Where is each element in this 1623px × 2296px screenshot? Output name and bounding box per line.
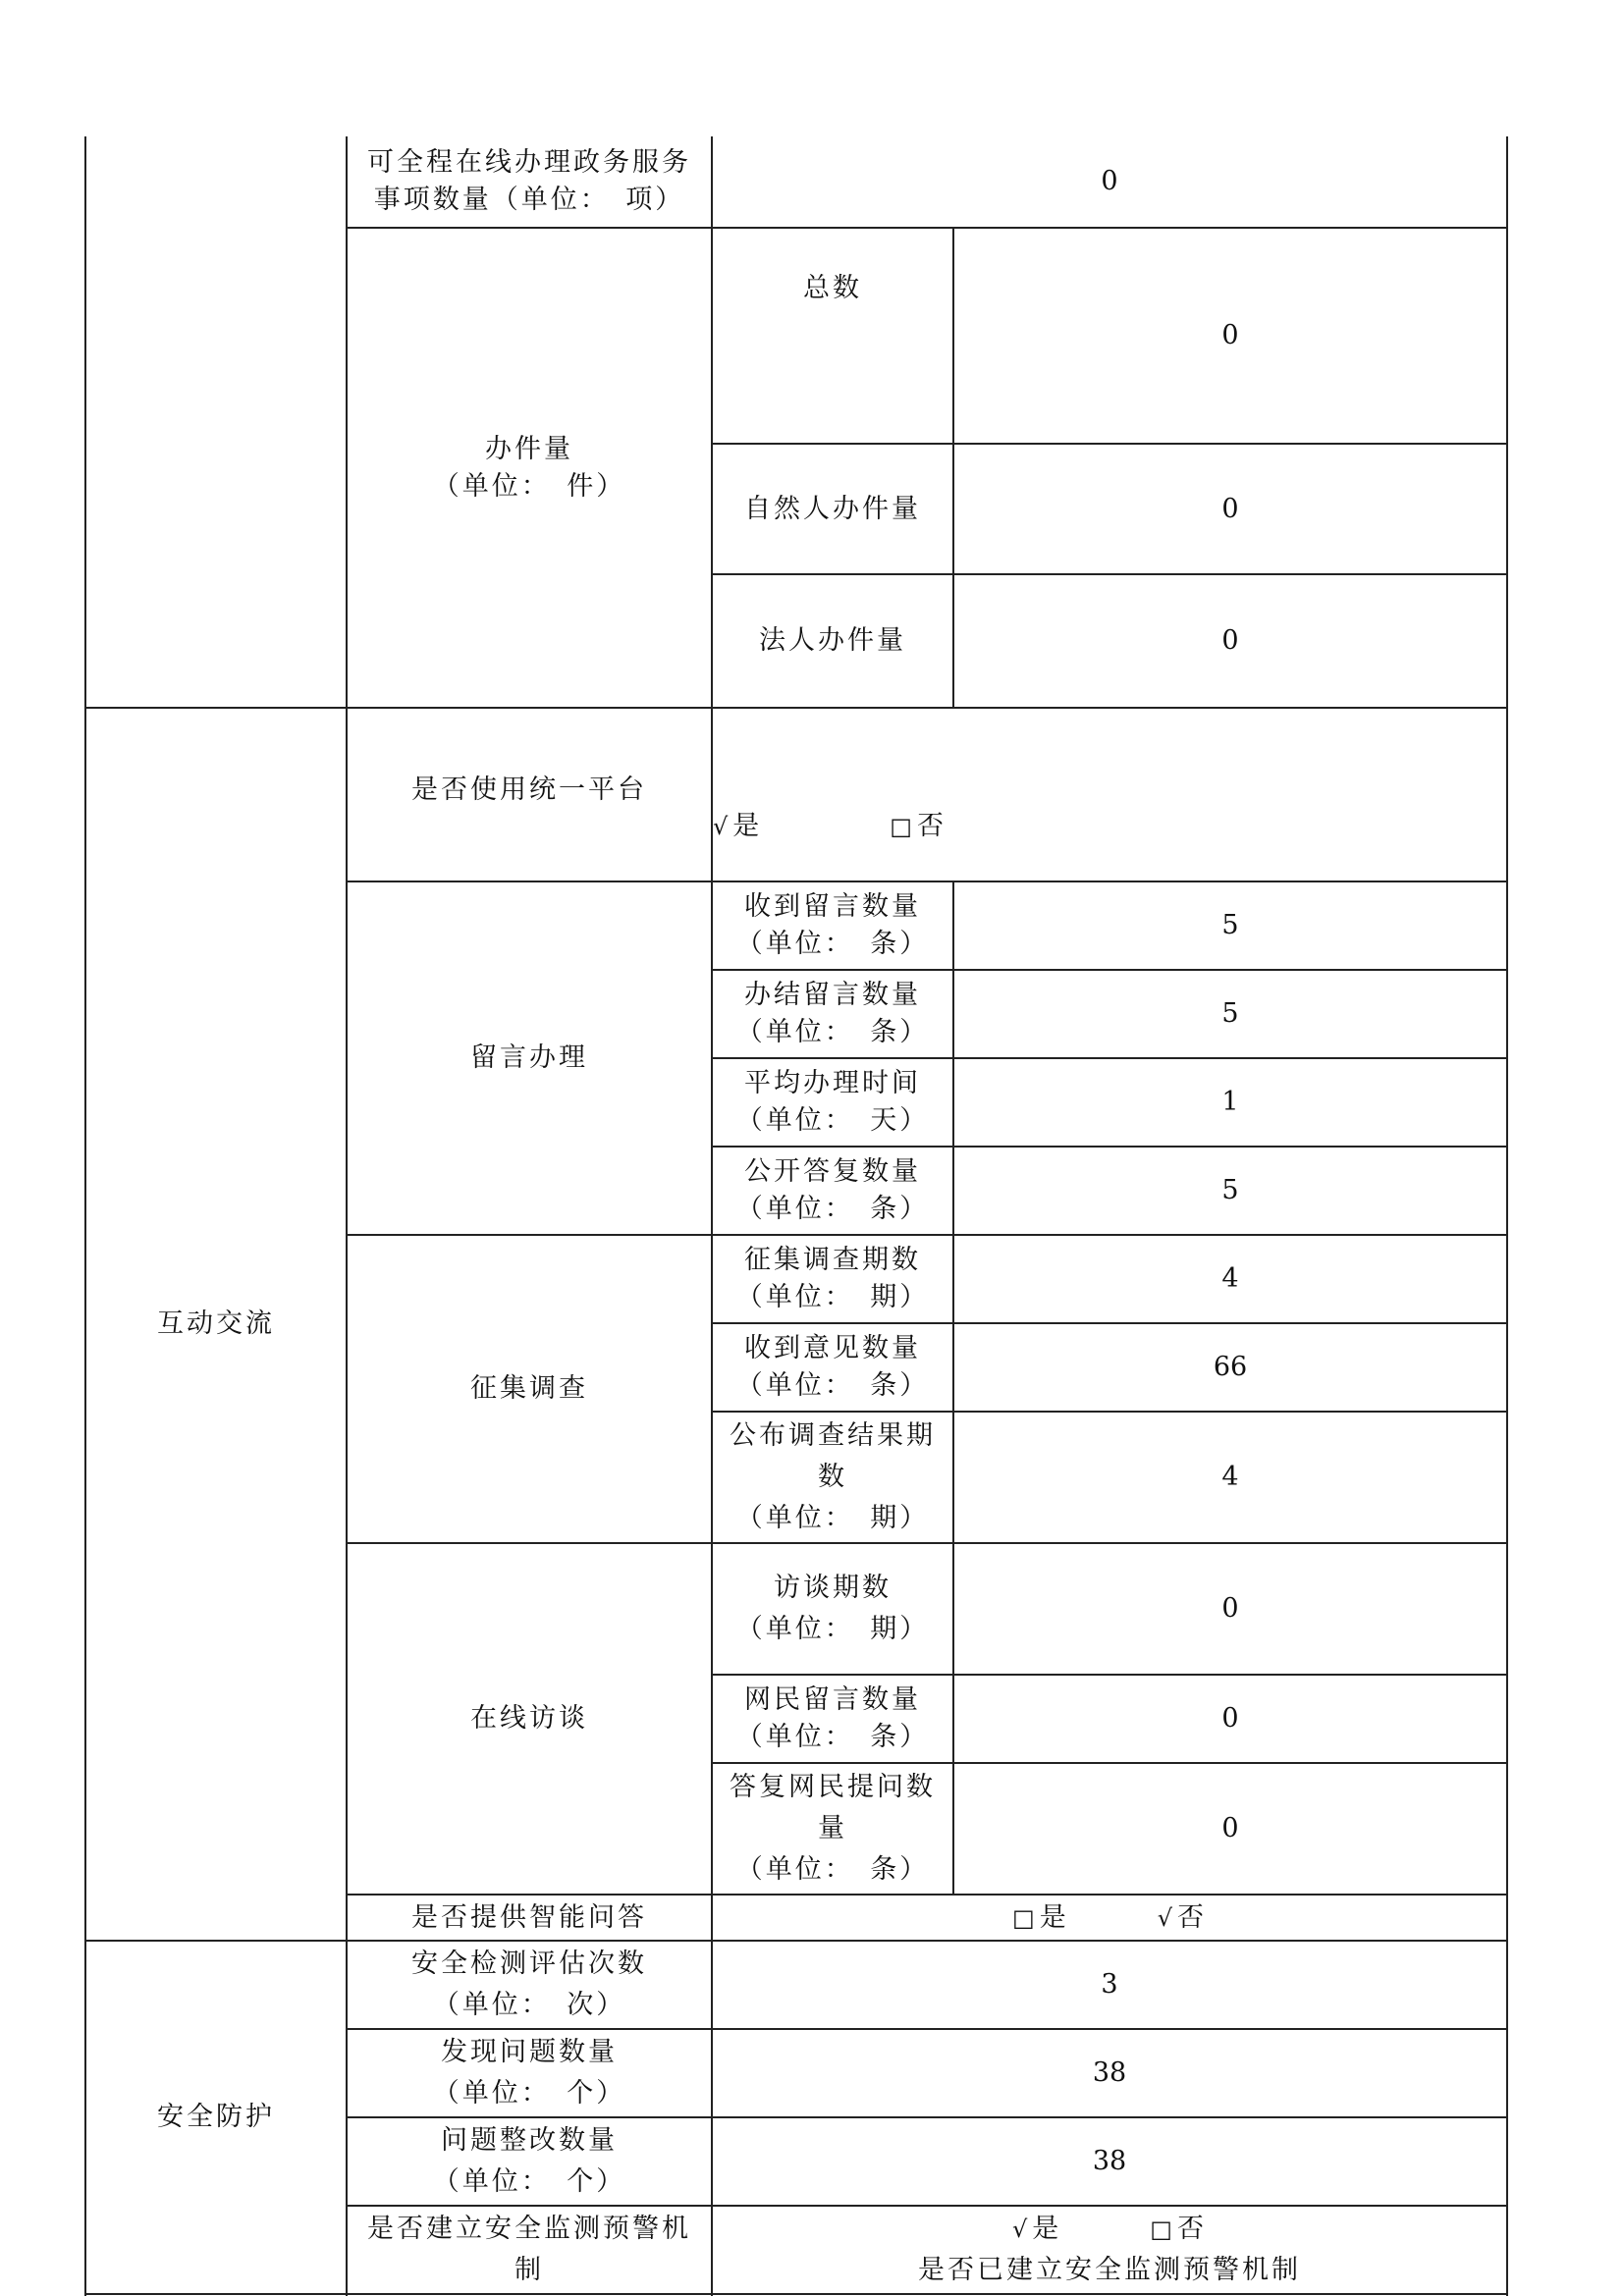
empty-checkbox-icon: □ bbox=[1150, 2216, 1175, 2243]
monitoring-label: 是否建立安全监测预警机 制 bbox=[367, 2214, 691, 2285]
empty-checkbox-icon: □ bbox=[1012, 1903, 1038, 1932]
metric-label: 收到留言数量 （单位： 条） bbox=[735, 891, 930, 959]
checkmark-icon: √ bbox=[1157, 1903, 1175, 1932]
natural-person-label: 自然人办件量 bbox=[744, 493, 921, 524]
security-metric-label: 安全检测评估次数 （单位： 次） bbox=[411, 1949, 647, 2020]
metric-label: 办结留言数量 （单位： 条） bbox=[735, 980, 930, 1047]
volume-total-value: 0 bbox=[1221, 320, 1239, 350]
security-section-label: 安全防护 bbox=[157, 2102, 275, 2132]
metric-label: 平均办理时间 （单位： 天） bbox=[735, 1068, 930, 1136]
unified-platform-no: □ 否 bbox=[890, 808, 947, 845]
interview-label: 在线访谈 bbox=[470, 1703, 588, 1734]
metric-label: 公布调查结果期 数 （单位： 期） bbox=[730, 1420, 936, 1533]
volume-total-label: 总数 bbox=[803, 273, 862, 303]
security-metric-label: 发现问题数量 （单位： 个） bbox=[432, 2037, 626, 2109]
messages-label: 留言办理 bbox=[470, 1042, 588, 1073]
metric-label: 征集调查期数 （单位： 期） bbox=[735, 1245, 930, 1312]
legal-person-value: 0 bbox=[1221, 625, 1239, 656]
metric-value: 4 bbox=[1221, 1462, 1239, 1492]
legal-person-label: 法人办件量 bbox=[759, 625, 906, 656]
smart-qa-label: 是否提供智能问答 bbox=[411, 1901, 647, 1933]
unified-platform-yes: √ 是 bbox=[713, 808, 762, 845]
online-items-label: 可全程在线办理政务服务 事项数量（单位： 项） bbox=[367, 147, 691, 215]
metric-value: 1 bbox=[1221, 1087, 1239, 1117]
unified-platform-choice bbox=[713, 709, 1506, 881]
empty-checkbox-icon: □ bbox=[890, 812, 915, 840]
security-metric-value: 3 bbox=[1101, 1969, 1118, 2000]
metric-value: 5 bbox=[1221, 1175, 1239, 1205]
survey-label: 征集调查 bbox=[470, 1373, 588, 1404]
smart-qa-choice bbox=[713, 1896, 1506, 1940]
metric-label: 收到意见数量 （单位： 条） bbox=[735, 1333, 930, 1401]
table-border-right bbox=[1506, 136, 1508, 2296]
security-metric-value: 38 bbox=[1092, 2146, 1127, 2176]
unified-platform-label: 是否使用统一平台 bbox=[411, 774, 647, 805]
metric-label: 答复网民提问数 量 （单位： 条） bbox=[730, 1772, 936, 1885]
metric-label: 公开答复数量 （单位： 条） bbox=[735, 1156, 930, 1224]
metric-label: 访谈期数 （单位： 期） bbox=[735, 1573, 930, 1644]
natural-person-value: 0 bbox=[1221, 493, 1239, 524]
metric-value: 5 bbox=[1221, 998, 1239, 1029]
interaction-section-label: 互动交流 bbox=[157, 1308, 275, 1339]
metric-label: 网民留言数量 （单位： 条） bbox=[735, 1684, 930, 1752]
checkmark-icon: √ bbox=[1012, 2216, 1031, 2243]
metric-value: 66 bbox=[1213, 1352, 1248, 1382]
monitoring-no: □ 否 bbox=[1150, 2209, 1207, 2250]
security-metric-value: 38 bbox=[1092, 2057, 1127, 2088]
volume-label: 办件量 （单位： 件） bbox=[432, 433, 626, 502]
online-items-value: 0 bbox=[1101, 166, 1118, 196]
monitoring-yes: √ 是 bbox=[1012, 2209, 1061, 2250]
smart-qa-yes: □ 是 bbox=[1012, 1899, 1069, 1937]
monitoring-options bbox=[1012, 2209, 1207, 2250]
metric-value: 0 bbox=[1221, 1813, 1239, 1843]
monitoring-choice bbox=[713, 2207, 1506, 2293]
checkmark-icon: √ bbox=[713, 812, 731, 840]
security-metric-label: 问题整改数量 （单位： 个） bbox=[432, 2125, 626, 2197]
metric-value: 5 bbox=[1221, 910, 1239, 940]
metric-value: 0 bbox=[1221, 1593, 1239, 1624]
metric-value: 4 bbox=[1221, 1263, 1239, 1294]
smart-qa-no: √ 否 bbox=[1158, 1899, 1207, 1937]
metric-value: 0 bbox=[1221, 1703, 1239, 1734]
monitoring-note: 是否已建立安全监测预警机制 bbox=[918, 2255, 1301, 2285]
